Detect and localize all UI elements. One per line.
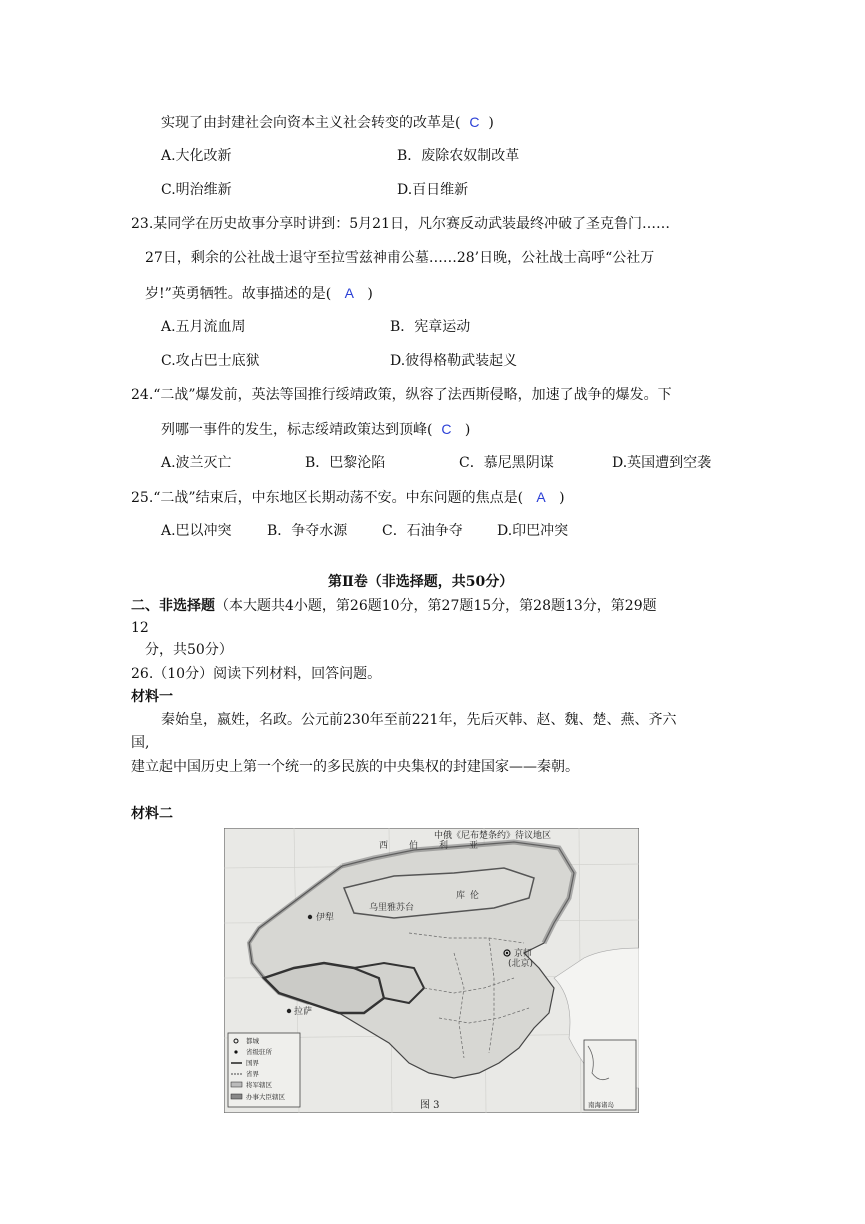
- part2-heading: 二、非选择题（本大题共4小题，第26题10分，第27题15分，第28题13分，第29题: [131, 598, 657, 614]
- q22-stem: 实现了由封建社会向资本主义社会转变的改革是( C ): [161, 114, 494, 131]
- q23-stem-line3: 岁!”英勇牺牲。故事描述的是( A ): [145, 285, 373, 302]
- legend-province-border: 省界: [246, 1070, 259, 1078]
- map-label-ya: 亚: [469, 841, 479, 851]
- q22-option-b: B．废除农奴制改革: [397, 148, 520, 164]
- q23-option-d: D.彼得格勒武装起义: [390, 353, 518, 369]
- figure-caption: 图 3: [420, 1100, 440, 1111]
- q26-stem: 26.（10分）阅读下列材料，回答问题。: [131, 666, 382, 682]
- map-label-li: 利: [439, 841, 449, 851]
- material1-line1: 秦始皇，嬴姓，名政。公元前230年至前221年，先后灭韩、赵、魏、楚、燕、齐六: [161, 712, 677, 728]
- q23-option-c: C.攻占巴士底狱: [161, 353, 260, 369]
- material1-line3: 建立起中国历史上第一个统一的多民族的中央集权的封建国家——秦朝。: [131, 759, 579, 775]
- material2-label: 材料二: [131, 806, 173, 822]
- q23-option-b: B．宪章运动: [390, 319, 471, 335]
- q22-option-a: A.大化改新: [161, 148, 232, 164]
- map-image: [224, 828, 639, 1113]
- map-label-xi: 西: [379, 841, 389, 851]
- material1-line2: 国,: [131, 735, 150, 751]
- part2-title: 第Ⅱ卷（非选择题，共50分）: [328, 574, 514, 590]
- q22-answer: C: [469, 114, 480, 130]
- q24-answer: C: [441, 421, 452, 437]
- map-label-bo: 伯: [409, 841, 419, 851]
- q25-answer: A: [536, 489, 546, 505]
- map-label-lun: 伦: [470, 891, 480, 901]
- q22-option-c: C.明治维新: [161, 182, 232, 198]
- q25-stem: 25.“二战”结束后，中东地区长期动荡不安。中东问题的焦点是( A ): [131, 489, 565, 506]
- qing-territory-map: [224, 828, 639, 1113]
- inset-label: 南海诸岛: [588, 1101, 614, 1109]
- q25-option-a: A.巴以冲突: [161, 523, 232, 539]
- part2-heading-tail: 分，共50分）: [145, 642, 233, 658]
- part2-heading-wrap: 12: [131, 620, 149, 636]
- q24-option-c: C．慕尼黑阴谋: [459, 455, 554, 471]
- q23-stem-line1: 23.某同学在历史故事分享时讲到：5月21日，凡尔赛反动武装最终冲破了圣克鲁门……: [131, 216, 670, 232]
- q25-option-c: C．石油争夺: [382, 523, 463, 539]
- q22-option-d: D.百日维新: [397, 182, 469, 198]
- map-label-beijing: (北京): [508, 959, 534, 969]
- q23-answer: A: [344, 285, 354, 301]
- q24-option-b: B．巴黎沦陷: [305, 455, 386, 471]
- q24-stem-line2: 列哪一事件的发生，标志绥靖政策达到顶峰( C ): [161, 421, 471, 438]
- part2-heading-label: 二、非选择题: [131, 598, 215, 614]
- map-label-uliastai: 乌里雅苏台: [369, 903, 415, 913]
- south-sea-inset: [584, 1040, 636, 1110]
- legend-general-district: 将军辖区: [246, 1081, 272, 1089]
- legend-minister-district: 办事大臣辖区: [246, 1093, 285, 1101]
- q24-option-d: D.英国遭到空袭: [612, 455, 712, 471]
- map-top-label: 中俄《尼布楚条约》待议地区: [434, 831, 552, 841]
- q23-stem-line2: 27日，剩余的公社战士退守至拉雪兹神甫公墓……28’日晚，公社战士高呼“公社万: [145, 250, 655, 266]
- q25-option-b: B．争夺水源: [267, 523, 348, 539]
- legend-provincial-seat: 省级驻所: [246, 1048, 272, 1056]
- map-label-lhasa: 拉萨: [294, 1007, 313, 1017]
- lhasa-marker: [287, 1009, 291, 1013]
- q24-stem-line1: 24.“二战”爆发前，英法等国推行绥靖政策，纵容了法西斯侵略，加速了战争的爆发。下: [131, 387, 672, 403]
- material1-label: 材料一: [131, 689, 173, 705]
- map-label-jingshi: 京师: [514, 949, 533, 959]
- q25-option-d: D.印巴冲突: [497, 523, 569, 539]
- ili-marker: [308, 915, 312, 919]
- map-label-ili: 伊犁: [316, 913, 335, 923]
- q23-option-a: A.五月流血周: [161, 319, 246, 335]
- legend-capital: 都城: [246, 1037, 259, 1045]
- map-label-ku: 库: [456, 891, 466, 901]
- legend-national-border: 国界: [246, 1059, 259, 1067]
- q24-option-a: A.波兰灭亡: [161, 455, 232, 471]
